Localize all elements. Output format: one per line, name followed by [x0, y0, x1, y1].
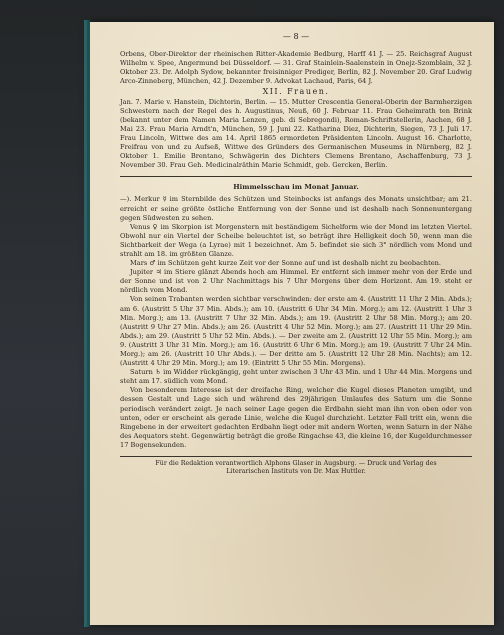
sky-paragraph-moons: Von seinen Trabanten werden sichtbar verschwinden: der erste am 4. (Austritt 11 Uhr 2 Min. Abds.); am 6. (Austritt 5 Uhr 37 Min. Abds.); am 10. (Austritt 6 Uhr 34 Min. Morg.); am 12. (Austritt 1 Uhr 3 Min. Morg.); am 13. (Austritt 7 Uhr 32 Min. Abds.); am 19. (Austritt 2 Uhr 58 Min. Morg.); am 20. (Austritt 9 Uhr 27 Min. Abds.); am 26. (Austritt 4 Uhr 52 Min. Morg.); am 27. (Austritt 11 Uhr 29 Min. Abds.); am 29. (Austritt 5 Uhr 52 Min. Abds.). — Der zweite am 2. (Austritt 12 Uhr 55 Min. Morg.); am 9. (Austritt 3 Uhr 31 Min. Morg.); am 16. (Austritt 6 Uhr 6 Min. Morg.); am 19. (Austritt 7 Uhr 24 Min. Morg.); am 26. (Austritt 10 Uhr Abds.). — Der dritte am 5. (Austritt 12 Uhr 28 Min. Nachts); am 12. (Austritt 4 Uhr 29 Min. Morg.); am 19. (Eintritt 5 Uhr 55 Min. Morgens). — [120, 295, 472, 368]
imprint-footer — [120, 456, 472, 477]
sky-paragraph-mercury: —). Merkur ☿ im Sternbilde des Schützen und Steinbocks ist anfangs des Monats unsichtbar; am 21. erreicht er seine größte östliche Entfernung von der Sonne und ist deshalb nach Sonnenuntergang gegen Südwesten zu sehen. — [120, 195, 472, 222]
sky-paragraph-mars: Mars ♂ im Schützen geht kurze Zeit vor der Sonne auf und ist deshalb nicht zu beobachten. — [130, 259, 442, 268]
obituary-paragraph-women: Jan. 7. Marie v. Hanstein, Dichterin, Berlin. — 15. Mutter Crescentia General-Oberin der Barmherzigen Schwestern nach der Regel des h. Augustinus, Neuß, 60 J. Februar 11. Frau Geheimrath ten Brink (bekannt unter dem Namen Maria Lenzen, geb. di Sebregondi), Roman-Schriftstellerin, Aachen, 68 J. Mai 23. Frau Maria Arndt'n, München, 59 J. Juni 22. Katharina Diez, Dichterin, Siegen, 73 J. Juli 17. Frau Lincoln, Wittwe des am 14. April 1865 ermordeten Präsidenten Lincoln. August 16. Charlotte, Freifrau von und zu Aufseß, Wittwe des Gründers des Germanischen Museums in Nürnberg, 82 J. Oktober 1. Emilie Brentano, Schwägerin des Dichters Clemens Brentano, Aschaffenburg, 73 J. November 30. Frau Geh. Medicinalräthin Marie Schmidt, geb. Gercken, Berlin. — [120, 97, 472, 170]
page-content — [120, 32, 472, 477]
page-number: — 8 — — [282, 32, 310, 41]
document-page — [90, 22, 494, 625]
sky-paragraph-saturn: Saturn ♄ im Widder rückgängig, geht unter zwischen 3 Uhr 43 Min. und 1 Uhr 44 Min. Morgens und steht am 17. südlich vom Mond. — [120, 368, 472, 386]
imprint-line-2: Literarischen Instituts von Dr. Max Huttler. — [226, 468, 366, 476]
section-heading-sky: Himmelsschau im Monat Januar. — [233, 183, 359, 192]
sky-paragraph-rings: Von besonderem Interesse ist der dreifache Ring, welcher die Kugel dieses Planeten umgibt, und dessen Gestalt und Lage sich und während des 29jährigen Umlaufes des Saturn um die Sonne periodisch verändert zeigt. Je nach seiner Lage gegen die Erdbahn sieht man ihn von oben oder von unten, oder er erscheint als gerade Linie, welche die Kugel durchzieht. Letzter Fall tritt ein, wenn die Ringebene in der erweitert gedachten Erdbahn liegt oder mit andern Worten, wenn Saturn in der Nähe des Aequators steht. Gegenwärtig beträgt die große Ringachse 43, die kleine 16, der Kugeldurchmesser 17 Bogensekunden. — [120, 386, 472, 449]
section-divider — [120, 176, 472, 177]
sky-paragraph-jupiter: Jupiter ♃ im Stiere glänzt Abends hoch am Himmel. Er entfernt sich immer mehr von der Erde und der Sonne und ist von 2 Uhr Nachmittags bis 7 Uhr Morgens über dem Horizont. Am 19. steht er nördlich vom Mond. — [120, 268, 472, 295]
section-heading-women: XII. Frauen. — [262, 87, 330, 97]
obituary-paragraph-top: Orbens, Ober-Direktor der rheinischen Ritter-Akademie Bedburg, Harff 41 J. — 25. Reichsgraf August Wilhelm v. Spee, Angermund bei Düsseldorf. — 31. Graf Stainlein-Saalenstein in Onejz-Szomblain, 32 J. Oktober 23. Dr. Adolph Sydow, bekannter freisinniger Prediger, Berlin, 82 J. November 20. Graf Ludwig Arco-Zinneberg, München, 42 J. Dezember 9. Advokat Lachaud, Paris, 64 J. — [120, 50, 472, 86]
imprint-line-1: Für die Redaktion verantwortlich Alphons Glaser in Augsburg. — Druck und Verlag des — [155, 460, 437, 468]
sky-paragraph-venus: Venus ♀ im Skorpion ist Morgenstern mit beständigem Sichelform wie der Mond im letzten Viertel. Obwohl nur ein Viertel der Scheibe beleuchtet ist, so beträgt ihre Helligkeit doch 50, wenn man die Sichtbarkeit der Wega (a Lyrae) mit 1 bezeichnet. Am 5. befindet sie sich 3° nördlich vom Mond und strahlt am 18. im größten Glanze. — [120, 222, 472, 258]
